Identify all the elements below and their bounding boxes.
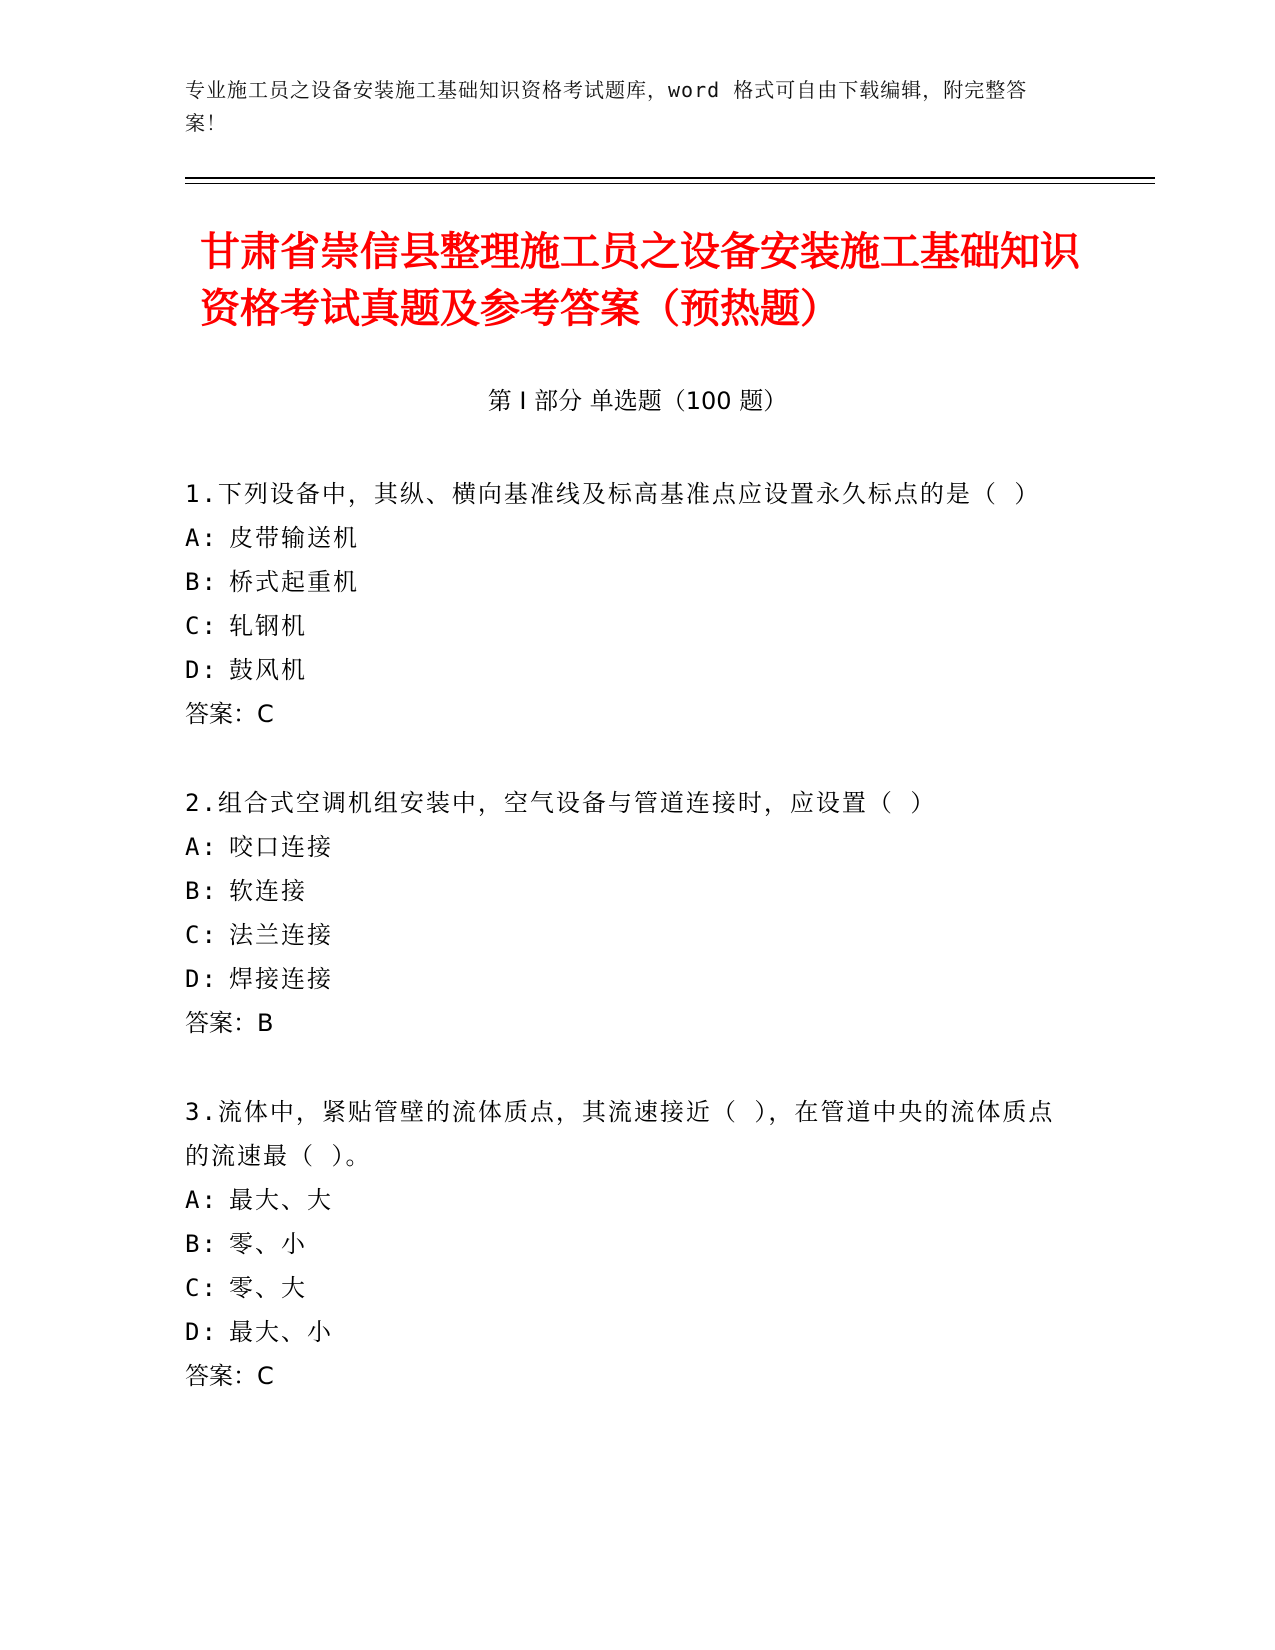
option-key: D: xyxy=(185,656,218,684)
option-key: C: xyxy=(185,1274,218,1302)
option-key: B: xyxy=(185,568,218,596)
question-stem: 1.下列设备中，其纵、横向基准线及标高基准点应设置永久标点的是（ ） xyxy=(185,480,1041,508)
question-2 xyxy=(185,781,1075,1045)
option-key: D: xyxy=(185,965,218,993)
option-b xyxy=(185,869,1075,913)
question-1 xyxy=(185,472,1075,736)
answer-line: 答案：C xyxy=(185,1362,274,1390)
answer-line: 答案：B xyxy=(185,1009,274,1037)
option-text: 轧钢机 xyxy=(229,612,307,640)
option-a xyxy=(185,825,1075,869)
option-key: D: xyxy=(185,1318,218,1346)
option-c xyxy=(185,604,1075,648)
option-key: A: xyxy=(185,833,218,861)
option-c xyxy=(185,913,1075,957)
option-text: 软连接 xyxy=(229,877,307,905)
option-b xyxy=(185,560,1075,604)
header-note: 专业施工员之设备安装施工基础知识资格考试题库，word 格式可自由下载编辑，附完整答案！ xyxy=(185,78,1028,135)
option-key: C: xyxy=(185,612,218,640)
option-text: 皮带输送机 xyxy=(229,524,359,552)
option-d xyxy=(185,1310,1075,1354)
section-title: 第 I 部分 单选题（100 题） xyxy=(487,387,788,415)
option-text: 最大、小 xyxy=(229,1318,333,1346)
question-stem: 3.流体中，紧贴管壁的流体质点，其流速接近（ ），在管道中央的流体质点的流速最（ ）。 xyxy=(185,1098,1055,1170)
question-stem: 2.组合式空调机组安装中，空气设备与管道连接时，应设置（ ） xyxy=(185,789,937,817)
option-text: 最大、大 xyxy=(229,1186,333,1214)
option-a xyxy=(185,516,1075,560)
option-text: 咬口连接 xyxy=(229,833,333,861)
option-key: C: xyxy=(185,921,218,949)
option-b xyxy=(185,1222,1075,1266)
answer-line: 答案：C xyxy=(185,700,274,728)
option-text: 法兰连接 xyxy=(229,921,333,949)
option-text: 零、大 xyxy=(229,1274,307,1302)
header-rule-thick xyxy=(185,177,1155,179)
option-c xyxy=(185,1266,1075,1310)
option-a xyxy=(185,1178,1075,1222)
option-text: 桥式起重机 xyxy=(229,568,359,596)
question-3 xyxy=(185,1090,1075,1398)
header-rule-thin xyxy=(185,183,1155,184)
option-text: 鼓风机 xyxy=(229,656,307,684)
option-d xyxy=(185,957,1075,1001)
option-text: 零、小 xyxy=(229,1230,307,1258)
option-key: B: xyxy=(185,877,218,905)
document-title: 甘肃省崇信县整理施工员之设备安装施工基础知识资格考试真题及参考答案（预热题） xyxy=(200,229,1080,332)
option-key: A: xyxy=(185,524,218,552)
question-list xyxy=(185,472,1075,1443)
option-key: A: xyxy=(185,1186,218,1214)
option-text: 焊接连接 xyxy=(229,965,333,993)
option-d xyxy=(185,648,1075,692)
option-key: B: xyxy=(185,1230,218,1258)
